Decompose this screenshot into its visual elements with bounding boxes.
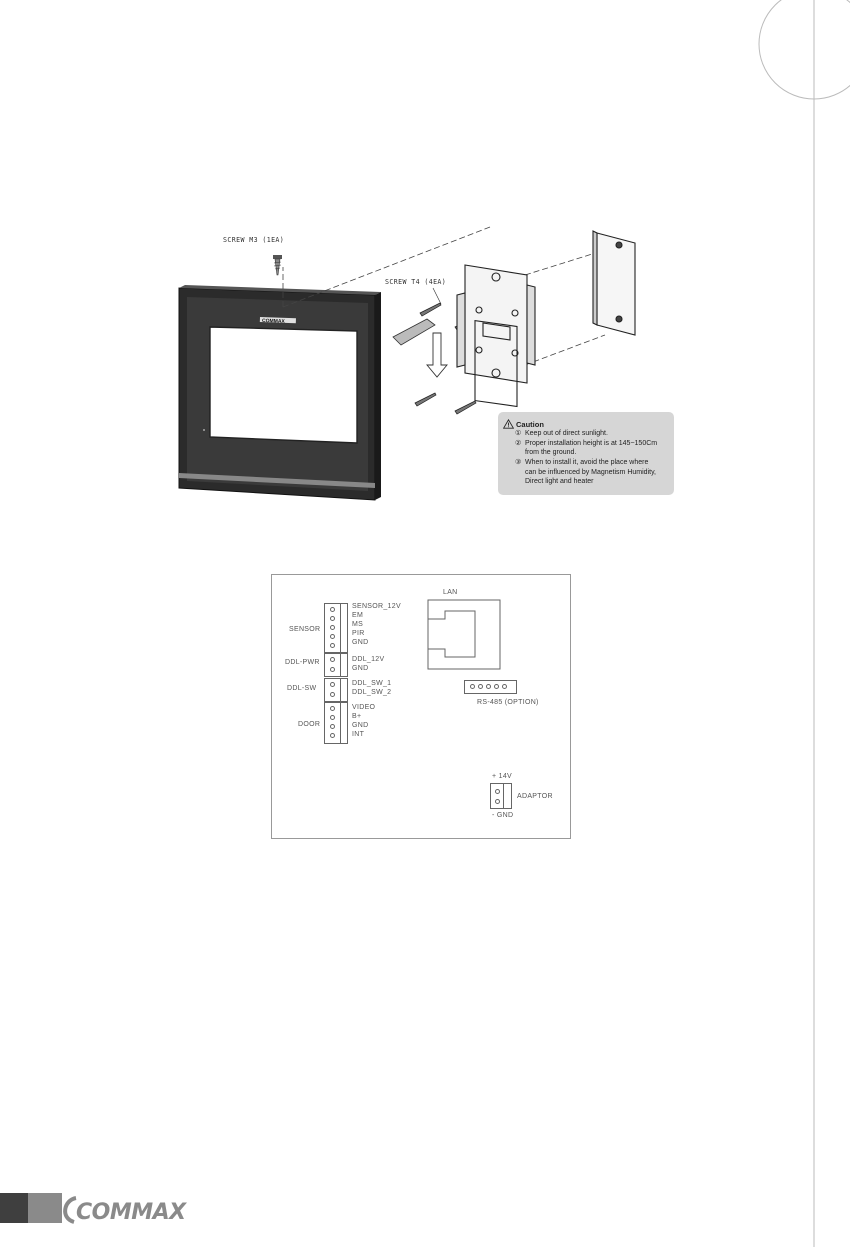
pin-label: INT — [352, 731, 365, 738]
pin-label: SENSOR_12V — [352, 603, 401, 610]
svg-text:SCREW T4 (4EA): SCREW T4 (4EA) — [385, 278, 447, 286]
adaptor-label: ADAPTOR — [517, 793, 553, 800]
pin-label: GND — [352, 722, 369, 729]
pin-label: EM — [352, 612, 364, 619]
pin-label: GND — [352, 665, 369, 672]
lan-port-icon — [427, 599, 502, 671]
pin-label: MS — [352, 621, 364, 628]
caution-item: ① Keep out of direct sunlight. — [515, 430, 608, 437]
screw-m3-icon — [273, 255, 282, 275]
rs485-label: RS-485 (OPTION) — [477, 699, 539, 706]
adaptor-minus-label: - GND — [492, 812, 514, 819]
caution-item: from the ground. — [525, 449, 577, 456]
monitor-unit — [179, 285, 381, 500]
wiring-diagram — [271, 574, 571, 839]
warning-icon — [503, 419, 514, 429]
adaptor-connector — [490, 783, 512, 809]
lan-label: LAN — [443, 589, 458, 596]
svg-text:SCREW M3 (1EA): SCREW M3 (1EA) — [223, 236, 285, 244]
pin-label: PIR — [352, 630, 365, 637]
commax-logo — [62, 1196, 222, 1224]
pin-label: GND — [352, 639, 369, 646]
pin-label: DDL_12V — [352, 656, 385, 663]
adaptor-plus-label: + 14V — [492, 773, 512, 780]
caution-item: Direct light and heater — [525, 478, 594, 485]
junction-box — [593, 231, 635, 335]
terminal-block-door — [324, 702, 348, 744]
wall-bracket — [457, 265, 535, 406]
svg-text:COMMAX: COMMAX — [261, 318, 285, 325]
caution-item: can be influenced by Magnetism Humidity, — [525, 468, 656, 476]
group-label-door: DOOR — [298, 721, 321, 728]
group-label-ddl-sw: DDL-SW — [287, 685, 317, 692]
caution-title: Caution — [516, 420, 544, 429]
pin-label: DDL_SW_2 — [352, 689, 392, 696]
svg-text:COMMAX: COMMAX — [76, 1200, 186, 1224]
terminal-block-sensor — [324, 603, 348, 653]
caution-item: ② Proper installation height is at 145~150Cm — [515, 439, 658, 447]
rs485-connector — [464, 680, 517, 694]
caution-item: ③ When to install it, avoid the place where — [515, 459, 649, 466]
caution-box — [498, 412, 674, 495]
terminal-block-ddl-pwr — [324, 653, 348, 677]
pin-label: DDL_SW_1 — [352, 680, 392, 687]
footer-bar-accent — [28, 1193, 62, 1223]
group-label-ddl-pwr: DDL-PWR — [285, 659, 320, 666]
terminal-block-ddl-sw — [324, 678, 348, 702]
pin-label: VIDEO — [352, 704, 376, 711]
group-label-sensor: SENSOR — [289, 626, 321, 633]
pin-label: B+ — [352, 713, 362, 720]
